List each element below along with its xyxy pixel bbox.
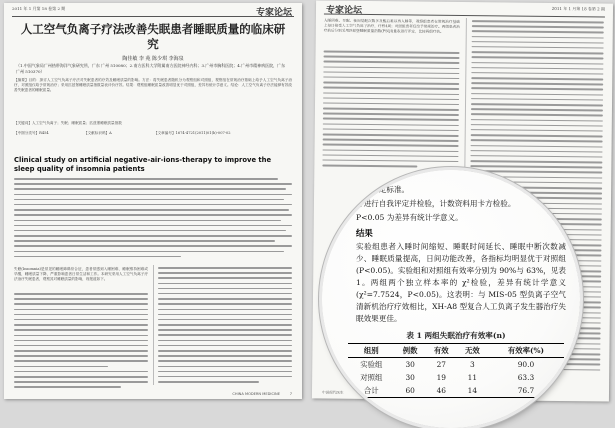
left-header-date: 2011 年 1 月第 18 卷第 2 期: [12, 6, 66, 11]
table-header-cell: 有效率(%): [507, 346, 545, 355]
table-cell: 14: [467, 386, 478, 395]
table-row: [348, 358, 564, 372]
table-row: [348, 384, 564, 398]
left-footer-journal: CHINA MODERN MEDICINE: [232, 392, 280, 396]
magnified-line-2: 分进行自我评定并检验，计数资料用卡方检验。: [356, 199, 516, 208]
article-number: 【文章编号】1674-4721(2011)01(b)-007-02: [154, 131, 231, 135]
magnified-results-paragraph: 实验组患者入睡时间缩短、睡眠时间延长、睡眠中断次数减少、睡眠质量提高，日间功能改善，各指标均明显优于对照组(P<0.05)。实验组和对照组有效率分别为 90%与 63%，见表 1。两组两个独立样本率的 χ²检验，差异有统计学意义(χ²=7.7524，P<0.05)。这表明：与 MIS-05 型负离子空气清新机治疗疗效相比，XH-A8 型复合人工负离子发生器治疗失眠效果更佳。: [356, 242, 566, 323]
article-title-cn: 人工空气负离子疗法改善失眠患者睡眠质量的临床研究: [20, 22, 286, 51]
table-header-cell: 有效: [433, 346, 449, 355]
table-row: [348, 371, 564, 384]
table-cell: 19: [436, 373, 446, 382]
table-header-cell: 无效: [464, 346, 480, 355]
magnified-table-title: 表 1 两组失眠治疗有效率(n): [406, 331, 506, 340]
right-body-top: 入睡困难、早醒、夜间觉醒次数多及醒后难以再入睡等，观察组患者在常规治疗基础上每日接受人工空气负离子治疗，疗程4周；对照组患者仅给予常规治疗。两组患者治疗前后分别采用匹兹堡睡眠质量指数(PSQI)量表进行评定，比较两组疗效。: [323, 18, 460, 35]
table-cell: 46: [436, 386, 446, 395]
keywords-cn: 【关键词】人工空气负离子；失眠；睡眠质量；匹兹堡睡眠质量指数: [14, 121, 122, 125]
table-cell: 实验组: [360, 360, 383, 369]
article-title-en: Clinical study on artificial negative-air-ions-therapy to improve the sleep quality of insomnia patients: [14, 156, 272, 173]
class-number: 【中图分类号】R454: [14, 131, 49, 135]
magnified-line-3: P<0.05 为差异有统计学意义。: [356, 213, 463, 222]
right-header-title: 专家论坛: [325, 5, 363, 16]
magnified-results-table: [348, 343, 564, 398]
table-header-cell: 例数: [402, 346, 418, 355]
table-cell: 90.0: [517, 360, 535, 369]
magnified-section-heading: 结果: [356, 228, 373, 238]
table-header-row: [348, 344, 564, 358]
left-page: [4, 3, 302, 399]
right-column-lines: [158, 267, 292, 386]
right-page-left-column: [322, 51, 459, 172]
table-cell: 11: [467, 373, 478, 382]
table-cell: 27: [436, 360, 446, 369]
left-header-rule: [12, 16, 294, 17]
table-cell: 合计: [363, 386, 379, 395]
left-column-lines: [14, 293, 148, 392]
table-cell: 60: [405, 386, 415, 395]
right-header-date: 2011 年 1 月第 18 卷第 2 期: [551, 5, 606, 12]
table-header-cell: 组别: [363, 346, 379, 355]
table-cell: 63.3: [517, 373, 535, 382]
body-intro-cn: 失眠(Insomnia)是常见的睡眠障碍综合征，患者常感到入睡困难、睡眠维持困难或早醒，睡眠质量下降，严重影响患者日常生活和工作。本研究采用人工空气负离子疗法治疗失眠患者，观察其对睡眠质量的影响，现报道如下。: [14, 267, 148, 282]
article-authors: 陶佳敏 李 苑 陈少琪 李海泉: [122, 56, 184, 62]
table-cell: 76.7: [517, 386, 535, 395]
abstract-cn: 【摘要】目的：探讨人工空气负离子疗法对失眠患者的疗效及睡眠质量的影响。方法：将失眠患者随机分为观察组和对照组，观察组在常规治疗基础上给予人工空气负离子治疗，对照组仅给予常规治疗；采用匹兹堡睡眠质量指数量表评价疗效。结果：观察组睡眠质量改善明显优于对照组，差异有统计学意义。结论：人工空气负离子疗法能够有效改善失眠患者的睡眠质量。: [14, 78, 292, 93]
table-cell: 3: [470, 360, 475, 369]
article-affiliation: （1.中国气象局广州热带海洋气象研究所，广东 广州 510080；2.南方医科大学附属南方医院神经内科；3.广州市胸科医院；4.广州市精神病医院，广东 广州 510370）: [16, 63, 286, 74]
magnifier-lens: [322, 170, 580, 428]
column-divider: [153, 265, 154, 385]
english-abstract-lines: [14, 178, 292, 261]
left-header-title: 专家论坛: [255, 8, 292, 18]
table-cell: 30: [405, 360, 415, 369]
magnified-line-1: 疗效评定标准。: [356, 185, 410, 194]
right-header-rule: [324, 14, 605, 18]
table-cell: 对照组: [360, 373, 383, 382]
right-footer: 中国现代医生: [321, 390, 344, 395]
table-cell: 30: [405, 373, 415, 382]
left-footer-page: 7: [289, 392, 292, 396]
document-code: 【文献标识码】A: [84, 131, 112, 135]
